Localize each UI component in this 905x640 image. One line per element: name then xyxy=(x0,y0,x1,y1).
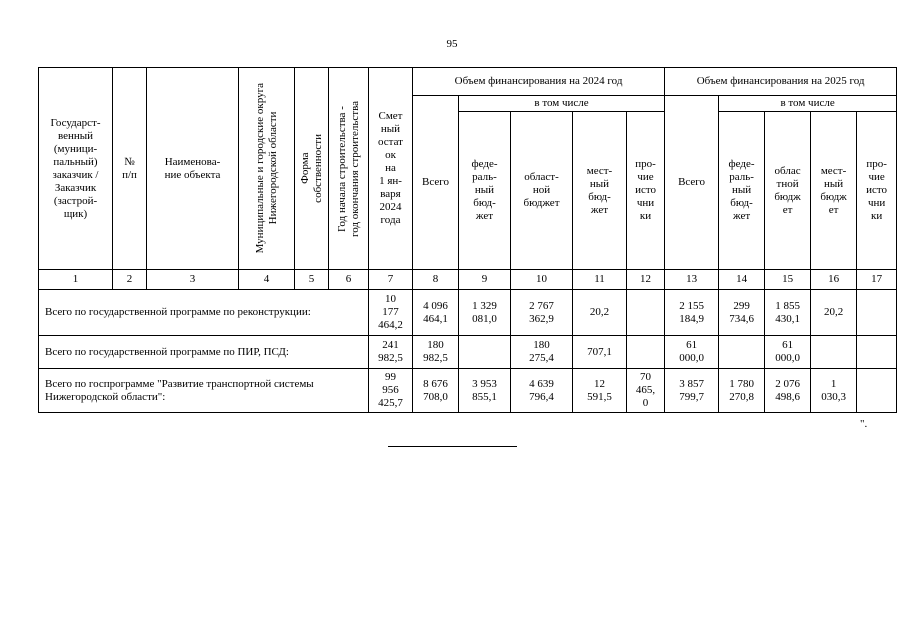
cell-2025-federal: 299 734,6 xyxy=(719,290,765,336)
column-number: 5 xyxy=(295,270,329,290)
cell-2025-regional: 1 855 430,1 xyxy=(765,290,811,336)
cell-estimate: 99 956 425,7 xyxy=(369,369,413,413)
cell-2025-other xyxy=(857,336,897,369)
cell-2025-other xyxy=(857,369,897,413)
header-2024-regional: област- ной бюджет xyxy=(511,112,573,270)
column-number: 6 xyxy=(329,270,369,290)
column-number: 4 xyxy=(239,270,295,290)
table-row xyxy=(39,290,897,336)
cell-2025-total: 61 000,0 xyxy=(665,336,719,369)
column-number: 7 xyxy=(369,270,413,290)
cell-2024-total: 4 096 464,1 xyxy=(413,290,459,336)
header-customer: Государст- венный (муници- пальный) заказчик / Заказчик (застрой- щик) xyxy=(39,68,113,270)
cell-2025-local: 1 030,3 xyxy=(811,369,857,413)
column-number: 13 xyxy=(665,270,719,290)
table-row xyxy=(39,336,897,369)
column-number: 15 xyxy=(765,270,811,290)
cell-2025-federal xyxy=(719,336,765,369)
header-fin-2025: Объем финансирования на 2025 год xyxy=(665,68,897,96)
header-fin-2024: Объем финансирования на 2024 год xyxy=(413,68,665,96)
header-2025-federal: феде- раль- ный бюд- жет xyxy=(719,112,765,270)
footnote-divider xyxy=(388,446,517,447)
header-ownership: Форма собственности xyxy=(298,134,324,203)
financing-table xyxy=(38,67,897,413)
header-total-2025: Всего xyxy=(665,96,719,270)
cell-2024-federal: 3 953 855,1 xyxy=(459,369,511,413)
column-number: 8 xyxy=(413,270,459,290)
header-object-name: Наименова- ние объекта xyxy=(147,68,239,270)
column-number: 9 xyxy=(459,270,511,290)
header-years: Год начала строительства - год окончания строительства xyxy=(335,100,361,237)
cell-2025-local xyxy=(811,336,857,369)
cell-2025-local: 20,2 xyxy=(811,290,857,336)
header-2025-local: мест- ный бюдж ет xyxy=(811,112,857,270)
cell-2025-federal: 1 780 270,8 xyxy=(719,369,765,413)
cell-2024-other xyxy=(627,336,665,369)
row-label: Всего по государственной программе по ПИР, ПСД: xyxy=(39,336,369,369)
cell-2024-local: 20,2 xyxy=(573,290,627,336)
column-numbers-row xyxy=(39,270,897,290)
column-number: 1 xyxy=(39,270,113,290)
cell-2024-total: 8 676 708,0 xyxy=(413,369,459,413)
row-label: Всего по госпрограмме "Развитие транспортной системы Нижегородской области": xyxy=(39,369,369,413)
cell-estimate: 10 177 464,2 xyxy=(369,290,413,336)
column-number: 12 xyxy=(627,270,665,290)
header-2024-local: мест- ный бюд- жет xyxy=(573,112,627,270)
cell-2024-federal: 1 329 081,0 xyxy=(459,290,511,336)
column-number: 3 xyxy=(147,270,239,290)
cell-2024-regional: 180 275,4 xyxy=(511,336,573,369)
cell-2024-other xyxy=(627,290,665,336)
cell-2024-local: 12 591,5 xyxy=(573,369,627,413)
header-including-2025: в том числе xyxy=(719,96,897,112)
closing-quote: ". xyxy=(860,418,868,430)
cell-estimate: 241 982,5 xyxy=(369,336,413,369)
column-number: 2 xyxy=(113,270,147,290)
cell-2024-federal xyxy=(459,336,511,369)
cell-2025-total: 3 857 799,7 xyxy=(665,369,719,413)
cell-2025-regional: 61 000,0 xyxy=(765,336,811,369)
column-number: 11 xyxy=(573,270,627,290)
header-districts: Муниципальные и городские округа Нижегородской области xyxy=(253,83,279,254)
header-estimate: Смет ный остат ок на 1 ян- варя 2024 года xyxy=(369,68,413,270)
header-including-2024: в том числе xyxy=(459,96,665,112)
cell-2025-total: 2 155 184,9 xyxy=(665,290,719,336)
header-num: № п/п xyxy=(113,68,147,270)
header-2025-other: про- чие исто чни ки xyxy=(857,112,897,270)
header-2024-federal: феде- раль- ный бюд- жет xyxy=(459,112,511,270)
header-2024-other: про- чие исто чни ки xyxy=(627,112,665,270)
cell-2024-total: 180 982,5 xyxy=(413,336,459,369)
row-label: Всего по государственной программе по реконструкции: xyxy=(39,290,369,336)
column-number: 17 xyxy=(857,270,897,290)
page-number: 95 xyxy=(446,38,458,50)
cell-2024-regional: 4 639 796,4 xyxy=(511,369,573,413)
cell-2025-other xyxy=(857,290,897,336)
column-number: 14 xyxy=(719,270,765,290)
column-number: 16 xyxy=(811,270,857,290)
cell-2024-other: 70 465, 0 xyxy=(627,369,665,413)
column-number: 10 xyxy=(511,270,573,290)
header-total-2024: Всего xyxy=(413,96,459,270)
table-row xyxy=(39,369,897,413)
cell-2024-regional: 2 767 362,9 xyxy=(511,290,573,336)
cell-2024-local: 707,1 xyxy=(573,336,627,369)
cell-2025-regional: 2 076 498,6 xyxy=(765,369,811,413)
header-2025-regional: облас тной бюдж ет xyxy=(765,112,811,270)
